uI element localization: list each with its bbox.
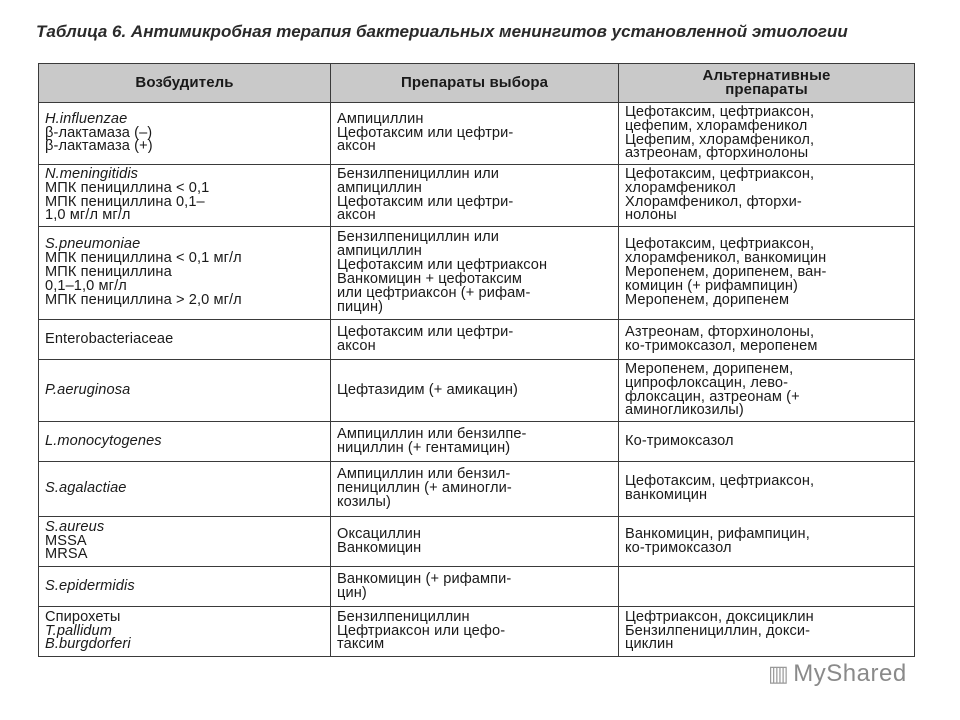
pathogen-line: L.monocytogenes [45,432,162,449]
table-row [39,320,915,360]
cell-drugs-of-choice-line: Бензилпенициллин или [337,229,499,246]
cell-alternative-drugs [619,607,915,657]
cell-pathogen [39,422,331,462]
cell-drugs-of-choice-line: Ампициллин или бензил- [337,466,511,483]
cell-alternative-drugs [619,103,915,165]
cell-alternative-drugs-line: ко-тримоксазол [625,539,732,556]
pathogen-line: B.burgdorferi [45,636,131,653]
cell-drugs-of-choice-line: Цефотаксим или цефтриаксон [337,257,548,274]
pathogen-line: S.epidermidis [45,577,135,594]
pathogen-line: МПК пенициллина < 0,1 [45,179,210,196]
cell-alternative-drugs-line: Цефотаксим, цефтриаксон, [625,165,815,182]
pathogen-line: β-лактамаза (–) [45,124,153,141]
watermark [768,660,907,688]
therapy-table [38,63,915,657]
cell-alternative-drugs-line: ципрофлоксацин, лево- [625,374,789,391]
cell-alternative-drugs [619,517,915,567]
table-header-row [39,64,915,103]
header-alt-line-1: Альтернативные [702,67,831,84]
table-row [39,422,915,462]
cell-pathogen [39,103,331,165]
cell-drugs-of-choice-line: аксон [337,138,376,155]
cell-alternative-drugs-line: Цефотаксим, цефтриаксон, [625,473,815,490]
pathogen-line: P.aeruginosa [45,381,131,398]
table-row [39,567,915,607]
table-row [39,103,915,165]
cell-alternative-drugs-line: флоксацин, азтреонам (+ [625,388,800,405]
cell-drugs-of-choice-line: Ампициллин [337,110,424,127]
presentation-icon: ▥ [768,661,790,686]
watermark-text: MyShared [793,660,907,687]
cell-alternative-drugs [619,462,915,517]
cell-drugs-of-choice-line: Цефотаксим или цефтри- [337,193,514,210]
cell-drugs-of-choice-line: пицин) [337,298,384,315]
cell-pathogen [39,567,331,607]
cell-pathogen [39,320,331,360]
cell-drugs-of-choice [331,360,619,422]
cell-drugs-of-choice [331,422,619,462]
cell-drugs-of-choice-line: или цефтриаксон (+ рифам- [337,284,531,301]
cell-alternative-drugs-line: Меропенем, дорипенем, [625,360,794,377]
cell-drugs-of-choice-line: таксим [337,636,385,653]
cell-alternative-drugs [619,422,915,462]
cell-drugs-of-choice [331,103,619,165]
pathogen-line: S.aureus [45,518,105,535]
pathogen-line: Спирохеты [45,608,121,625]
cell-alternative-drugs [619,227,915,320]
pathogen-line: H.influenzae [45,110,128,127]
header-alternative-drugs [619,64,915,103]
cell-drugs-of-choice-line: Бензилпенициллин или [337,165,499,182]
cell-alternative-drugs-line: Меропенем, дорипенем [625,291,790,308]
pathogen-line: T.pallidum [45,622,112,639]
cell-alternative-drugs-line: азтреонам, фторхинолоны [625,145,809,162]
header-alt-line-2: препараты [725,81,808,98]
header-pathogen: Возбудитель [39,64,331,103]
pathogen-line: N.meningitidis [45,165,139,182]
pathogen-line: MRSA [45,546,88,563]
table-row [39,517,915,567]
pathogen-line: МПК пенициллина > 2,0 мг/л [45,291,242,308]
cell-alternative-drugs-line: Цефтриаксон, доксициклин [625,608,814,625]
cell-drugs-of-choice-line: Цефтазидим (+ амикацин) [337,381,518,398]
cell-drugs-of-choice [331,517,619,567]
cell-alternative-drugs-line: аминогликозилы) [625,402,744,419]
cell-drugs-of-choice-line: ампициллин [337,243,422,260]
table-title: Таблица 6. Антимикробная терапия бактериальных менингитов установленной этиологии [36,22,848,41]
cell-drugs-of-choice-line: Бензилпенициллин [337,608,470,625]
cell-alternative-drugs-line: Цефотаксим, цефтриаксон, [625,236,815,253]
cell-drugs-of-choice [331,227,619,320]
pathogen-line: S.pneumoniae [45,236,141,253]
cell-pathogen [39,462,331,517]
cell-drugs-of-choice-line: козилы) [337,493,391,510]
cell-drugs-of-choice-line: Ампициллин или бензилпе- [337,425,527,442]
cell-alternative-drugs-line: Цефепим, хлорамфеникол, [625,131,815,148]
cell-alternative-drugs-line: Бензилпенициллин, докси- [625,622,811,639]
cell-alternative-drugs [619,360,915,422]
table-row [39,165,915,227]
cell-drugs-of-choice [331,320,619,360]
cell-drugs-of-choice-line: нициллин (+ гентамицин) [337,439,511,456]
cell-alternative-drugs-line: Ванкомицин, рифампицин, [625,525,810,542]
cell-alternative-drugs-line: циклин [625,636,674,653]
cell-alternative-drugs-line: Ко-тримоксазол [625,432,734,449]
cell-alternative-drugs-line: ко-тримоксазол, меропенем [625,337,818,354]
pathogen-line: MSSA [45,532,87,549]
cell-alternative-drugs-line: хлорамфеникол [625,179,736,196]
cell-drugs-of-choice-line: Оксациллин [337,525,422,542]
pathogen-line: β-лактамаза (+) [45,138,153,155]
table-row [39,462,915,517]
cell-alternative-drugs-line: ванкомицин [625,487,708,503]
cell-drugs-of-choice-line: аксон [337,207,376,224]
cell-alternative-drugs-line: Хлорамфеникол, фторхи- [625,193,802,210]
cell-alternative-drugs-line: Азтреонам, фторхинолоны, [625,323,815,340]
cell-drugs-of-choice-line: ампициллин [337,179,422,196]
cell-drugs-of-choice-line: Ванкомицин + цефотаксим [337,271,523,287]
cell-pathogen [39,360,331,422]
cell-drugs-of-choice [331,462,619,517]
cell-pathogen [39,227,331,320]
cell-drugs-of-choice [331,607,619,657]
cell-alternative-drugs-line: Меропенем, дорипенем, ван- [625,264,827,281]
pathogen-line: МПК пенициллина 0,1– [45,193,205,210]
cell-pathogen [39,517,331,567]
cell-alternative-drugs-line: цефепим, хлорамфеникол [625,117,808,134]
cell-alternative-drugs-line: комицин (+ рифампицин) [625,277,799,294]
cell-drugs-of-choice-line: Цефотаксим или цефтри- [337,323,514,340]
pathogen-line: 1,0 мг/л мг/л [45,207,131,224]
cell-drugs-of-choice-line: Ванкомицин (+ рифампи- [337,570,512,587]
pathogen-line: МПК пенициллина < 0,1 мг/л [45,250,242,267]
header-drugs-of-choice: Препараты выбора [331,64,619,103]
table-body [39,103,915,657]
cell-alternative-drugs-line: хлорамфеникол, ванкомицин [625,250,827,267]
cell-alternative-drugs-line: Цефотаксим, цефтриаксон, [625,103,815,120]
cell-drugs-of-choice-line: аксон [337,337,376,354]
cell-pathogen [39,165,331,227]
pathogen-line: МПК пенициллина [45,264,172,281]
cell-alternative-drugs [619,320,915,360]
table-row [39,360,915,422]
pathogen-line: S.agalactiae [45,480,127,497]
cell-drugs-of-choice-line: цин) [337,584,367,601]
table-row [39,607,915,657]
cell-drugs-of-choice-line: Цефотаксим или цефтри- [337,124,514,141]
cell-drugs-of-choice-line: Цефтриаксон или цефо- [337,622,506,639]
cell-alternative-drugs-line: нолоны [625,207,677,224]
cell-drugs-of-choice [331,165,619,227]
cell-drugs-of-choice [331,567,619,607]
cell-drugs-of-choice-line: пенициллин (+ аминогли- [337,480,512,497]
cell-alternative-drugs [619,165,915,227]
cell-alternative-drugs [619,567,915,607]
pathogen-line: Enterobacteriaceae [45,330,174,347]
cell-pathogen [39,607,331,657]
pathogen-line: 0,1–1,0 мг/л [45,277,127,294]
cell-drugs-of-choice-line: Ванкомицин [337,539,422,556]
table-row [39,227,915,320]
